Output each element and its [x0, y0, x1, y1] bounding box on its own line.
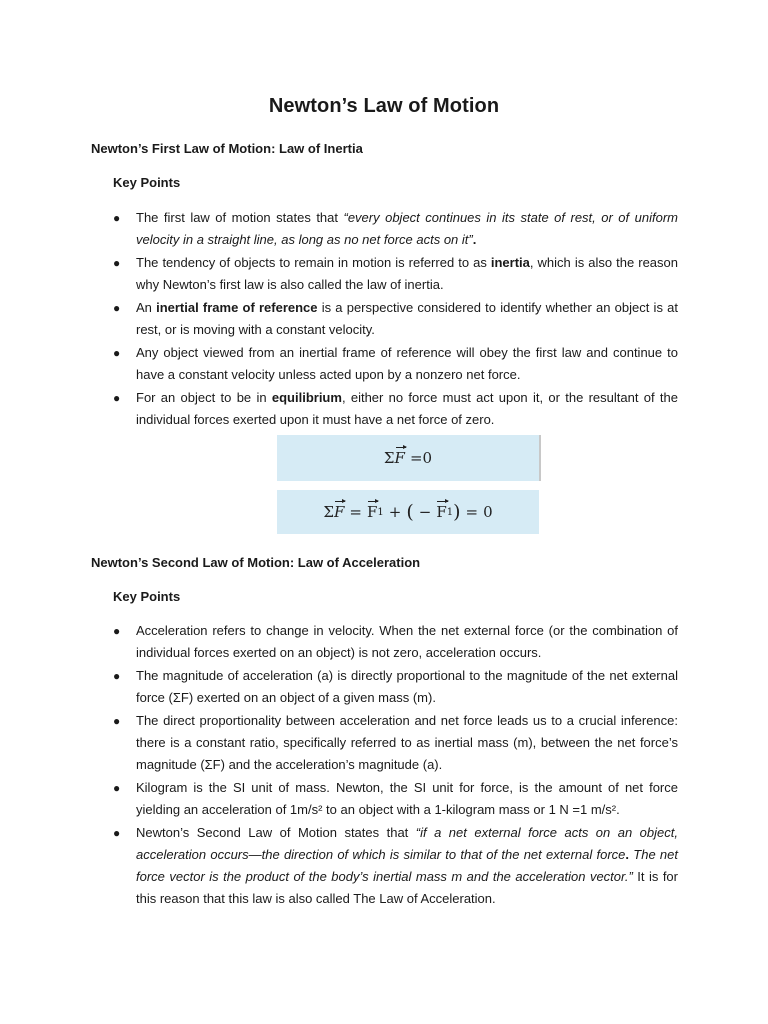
bullet-icon: ● — [113, 826, 121, 840]
bullet-icon: ● — [113, 624, 121, 638]
bullet-icon: ● — [113, 714, 121, 728]
second-law-heading: Newton’s Second Law of Motion: Law of Acceleration — [91, 555, 421, 570]
list-item: ● The magnitude of acceleration (a) is directly proportional to the magnitude of the net external force (ΣF) exerted on an object of a given mass (m). — [113, 665, 678, 709]
list-item: ● Newton’s Second Law of Motion states that “if a net external force acts on an object, acceleration occurs—the direction of which is similar to that of the net external force. The net force vector is the product of the body’s inertial mass m and the acceleration vector.” It is for this reason that this law is also called The Law of Acceleration. — [113, 822, 678, 910]
bullet-icon: ● — [113, 301, 121, 315]
first-law-key-points-label: Key Points — [113, 175, 181, 190]
list-item: ● The first law of motion states that “every object continues in its state of rest, or of uniform velocity in a straight line, as long as no net force acts on it”. — [113, 207, 678, 251]
list-item: ● The tendency of objects to remain in motion is referred to as inertia, which is also the reason why Newton’s first law is also called the law of inertia. — [113, 252, 678, 296]
second-law-bullet-list — [113, 620, 678, 911]
list-item: ● For an object to be in equilibrium, either no force must act upon it, or the resultant of the individual forces exerted upon it must have a net force of zero. — [113, 387, 678, 431]
bullet-icon: ● — [113, 391, 121, 405]
second-law-key-points-label: Key Points — [113, 589, 181, 604]
bullet-icon: ● — [113, 211, 121, 225]
list-item: ● The direct proportionality between acceleration and net force leads us to a crucial inference: there is a constant ratio, specifically referred to as inertial mass (m), between the net force’s magnitude (ΣF) and the acceleration’s magnitude (a). — [113, 710, 678, 776]
first-law-heading: Newton’s First Law of Motion: Law of Inertia — [91, 141, 363, 156]
list-item: ● Any object viewed from an inertial frame of reference will obey the first law and continue to have a constant velocity unless acted upon by a nonzero net force. — [113, 342, 678, 386]
bullet-icon: ● — [113, 669, 121, 683]
bullet-icon: ● — [113, 346, 121, 360]
first-law-bullet-list — [113, 207, 678, 432]
resultant-force-formula: Σ F = F 1 + ( − F 1 ) = 0 — [277, 490, 539, 534]
page-title: Newton’s Law of Motion — [268, 95, 500, 117]
bullet-icon: ● — [113, 256, 121, 270]
bullet-icon: ● — [113, 781, 121, 795]
list-item: ● An inertial frame of reference is a perspective considered to identify whether an object is at rest, or is moving with a constant velocity. — [113, 297, 678, 341]
list-item: ● Acceleration refers to change in velocity. When the net external force (or the combination of individual forces exerted on an object) is not zero, acceleration occurs. — [113, 620, 678, 664]
net-force-zero-formula: Σ F = 0 — [277, 435, 541, 481]
list-item: ● Kilogram is the SI unit of mass. Newton, the SI unit for force, is the amount of net force yielding an acceleration of 1m/s² to an object with a 1-kilogram mass or 1 N =1 m/s². — [113, 777, 678, 821]
